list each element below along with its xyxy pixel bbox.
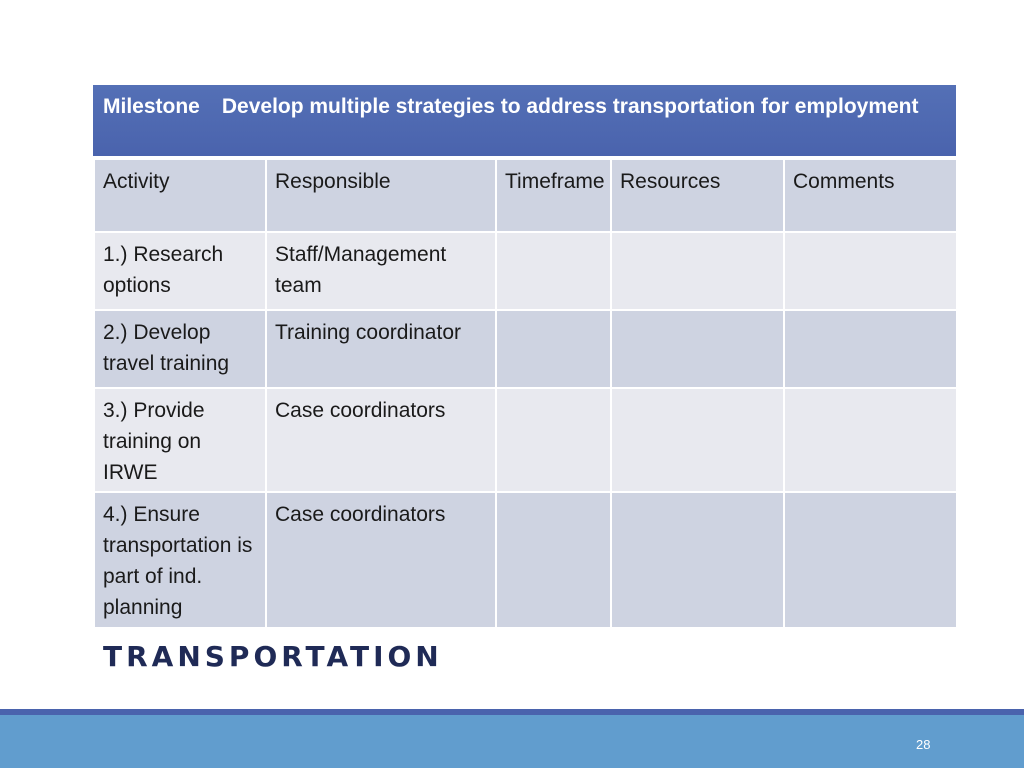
cell-timeframe [496,232,611,310]
table-row [94,232,957,310]
cell-activity: 1.) Research options [94,232,266,310]
cell-timeframe [496,388,611,492]
header-resources: Resources [611,159,784,232]
cell-responsible: Case coordinators [266,492,496,628]
table-row [94,388,957,492]
cell-activity: 4.) Ensure transportation is part of ind. planning [94,492,266,628]
cell-activity: 2.) Develop travel training [94,310,266,388]
cell-timeframe [496,310,611,388]
table-row [94,492,957,628]
cell-responsible: Training coordinator [266,310,496,388]
cell-responsible: Staff/Management team [266,232,496,310]
table-row [94,310,957,388]
milestone-row [93,85,956,158]
cell-comments [784,388,957,492]
milestone-label: Milestone [103,95,200,118]
cell-comments [784,310,957,388]
cell-responsible: Case coordinators [266,388,496,492]
activity-table [93,158,958,629]
milestone-table [93,85,956,629]
cell-comments [784,492,957,628]
cell-resources [611,492,784,628]
cell-timeframe [496,492,611,628]
cell-comments [784,232,957,310]
cell-resources [611,310,784,388]
header-timeframe: Timeframe [496,159,611,232]
page-number: 28 [916,737,931,752]
cell-activity: 3.) Provide training on IRWE [94,388,266,492]
footer-bar [0,715,1024,768]
cell-resources [611,232,784,310]
slide-title: TRANSPORTATION [103,640,443,673]
header-activity: Activity [94,159,266,232]
cell-resources [611,388,784,492]
header-responsible: Responsible [266,159,496,232]
table-header-row [94,159,957,232]
milestone-text: Develop multiple strategies to address transportation for employment [221,95,919,118]
header-comments: Comments [784,159,957,232]
